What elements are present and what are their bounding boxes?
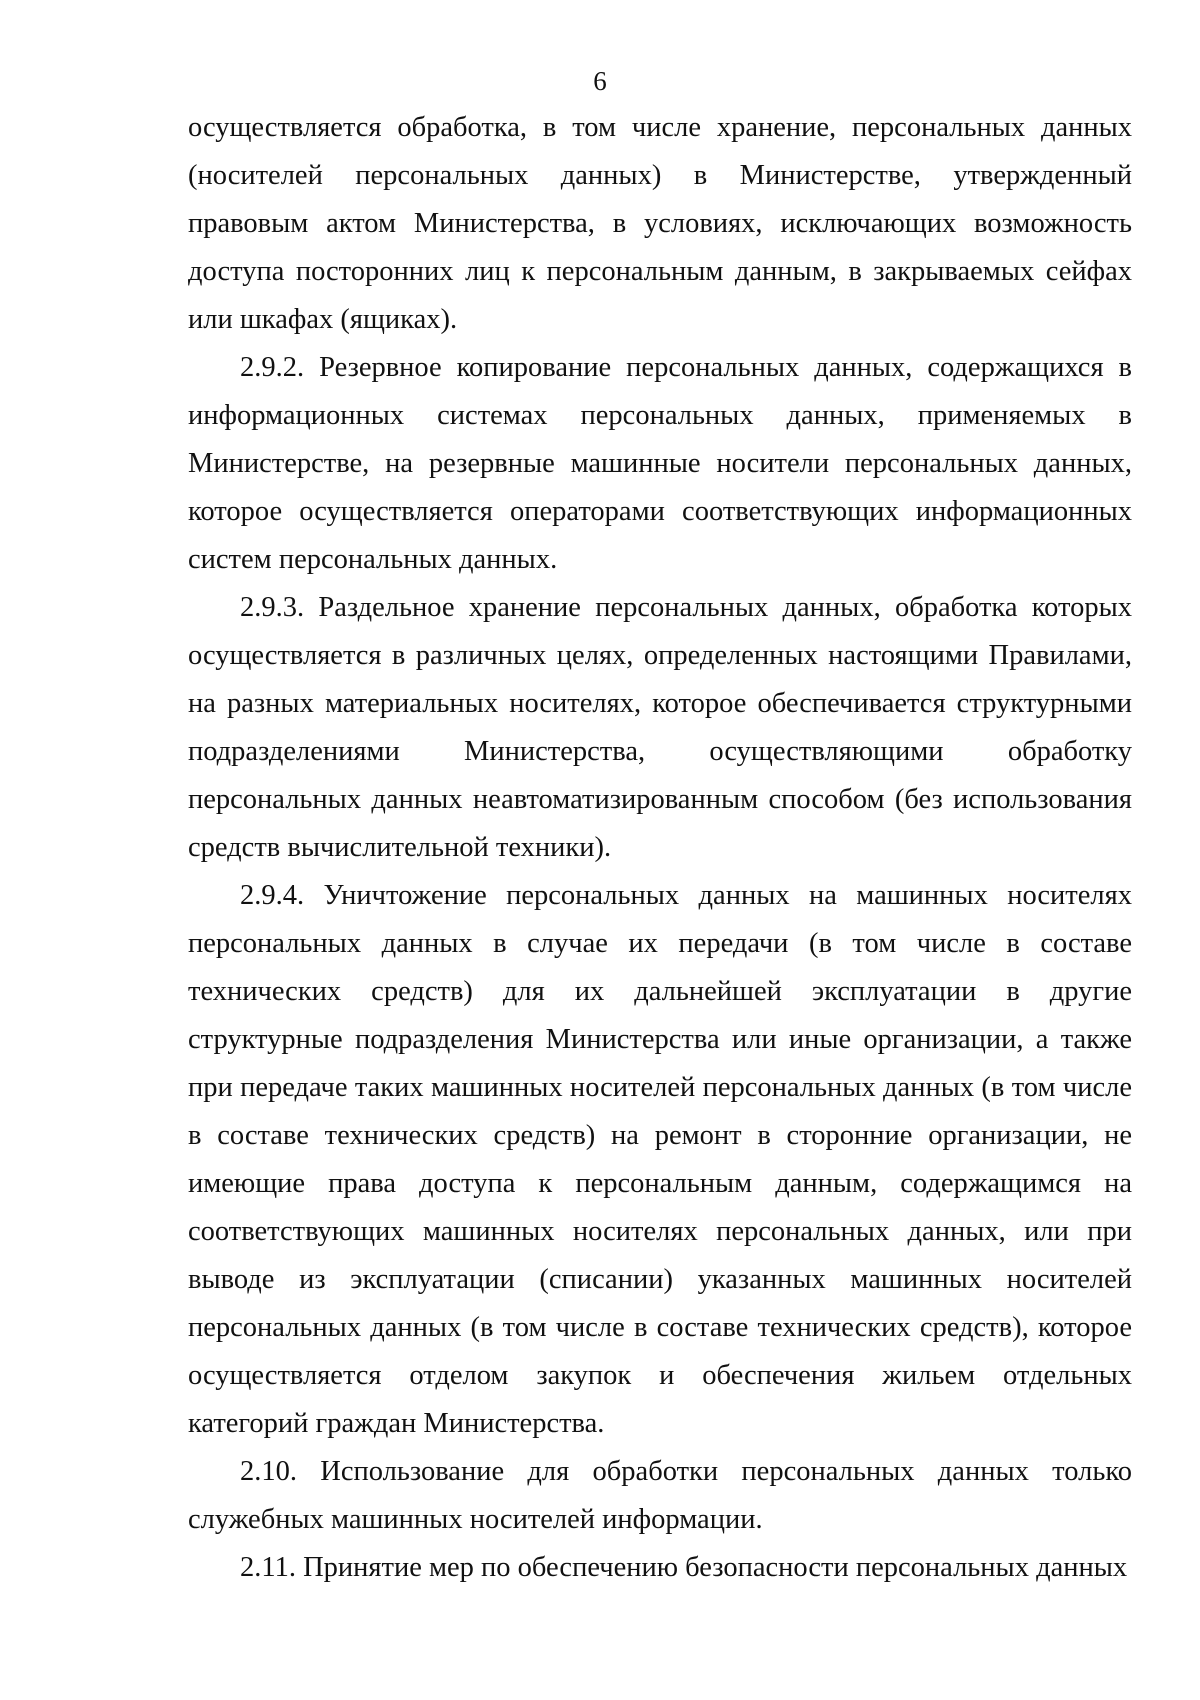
paragraph-2-11: 2.11. Принятие мер по обеспечению безопасности персональных данных bbox=[240, 1552, 1128, 1583]
page-number: 6 bbox=[593, 66, 607, 96]
document-body bbox=[188, 104, 1132, 1592]
paragraph-continuation: осуществляется обработка, в том числе хранение, персональных данных (носителей персональных данных) в Министерстве, утвержденный правовым актом Министерства, в условиях, исключающих возможность доступа посторонних лиц к персональным данным, в закрываемых сейфах или шкафах (ящиках). bbox=[188, 112, 1132, 335]
paragraph-2-9-4: 2.9.4. Уничтожение персональных данных на машинных носителях персональных данных в случае их передачи (в том числе в составе технических средств) для их дальнейшей эксплуатации в другие структурные подразделения Министерства или иные организации, а также при передаче таких машинных носителей персональных данных (в том числе в составе технических средств) на ремонт в сторонние организации, не имеющие права доступа к персональным данным, содержащимся на соответствующих машинных носителях персональных данных, или при выводе из эксплуатации (списании) указанных машинных носителей персональных данных (в том числе в составе технических средств), которое осуществляется отделом закупок и обеспечения жильем отдельных категорий граждан Министерства. bbox=[188, 880, 1132, 1439]
paragraph-2-9-3: 2.9.3. Раздельное хранение персональных данных, обработка которых осуществляется в различных целях, определенных настоящими Правилами, на разных материальных носителях, которое обеспечивается структурными подразделениями Министерства, осуществляющими обработку персональных данных неавтоматизированным способом (без использования средств вычислительной техники). bbox=[188, 592, 1132, 863]
paragraph-2-9-2: 2.9.2. Резервное копирование персональных данных, содержащихся в информационных системах персональных данных, применяемых в Министерстве, на резервные машинные носители персональных данных, которое осуществляется операторами соответствующих информационных систем персональных данных. bbox=[188, 352, 1132, 575]
paragraph-2-10: 2.10. Использование для обработки персональных данных только служебных машинных носителей информации. bbox=[188, 1456, 1132, 1535]
